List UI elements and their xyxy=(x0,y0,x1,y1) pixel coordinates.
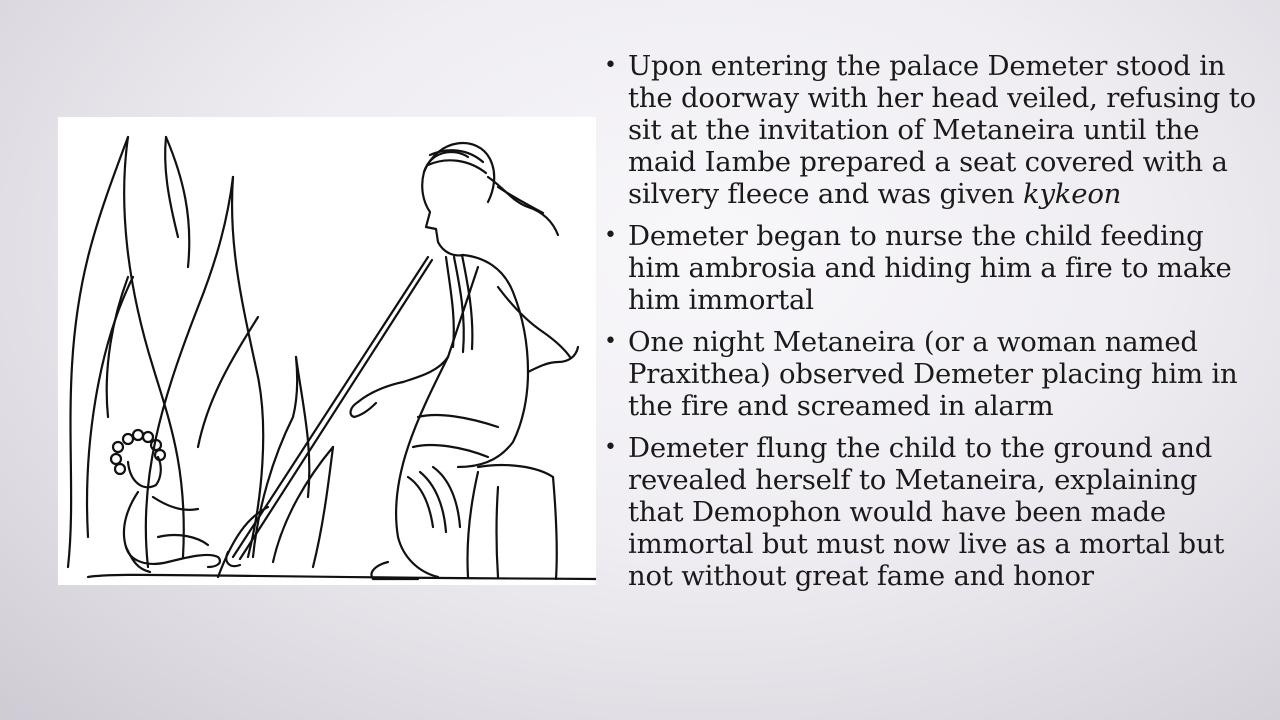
bullet-item xyxy=(598,50,1258,210)
bullet-text: Demeter flung the child to the ground and revealed herself to Metaneira, explaining that Demophon would have been made immortal but must now live as a mortal but not without great fame and honor xyxy=(628,432,1225,592)
bullet-item xyxy=(598,326,1258,422)
bullet-text: Demeter began to nurse the child feeding him ambrosia and hiding him a fire to make him immortal xyxy=(628,220,1232,316)
bullet-dot: • xyxy=(604,53,617,78)
bullet-item xyxy=(598,432,1258,592)
bullet-dot: • xyxy=(604,435,617,460)
bullet-text: One night Metaneira (or a woman named Praxithea) observed Demeter placing him in the fire and screamed in alarm xyxy=(628,326,1238,422)
rod-icon xyxy=(226,257,432,566)
bullet-dot: • xyxy=(604,329,617,354)
demeter-illustration xyxy=(58,117,596,585)
bullet-item xyxy=(598,220,1258,316)
bullet-dot: • xyxy=(604,223,617,248)
bullet-list xyxy=(598,50,1258,602)
bullet-text: Upon entering the palace Demeter stood in the doorway with her head veiled, refusing to sit at the invitation of Metaneira until the maid Iambe prepared a seat covered with a silvery fleece and was given xyxy=(628,50,1256,210)
child-icon xyxy=(111,430,220,572)
flames-icon xyxy=(68,137,596,579)
demeter-figure-icon xyxy=(351,143,578,579)
bullet-emphasis: kykeon xyxy=(1022,178,1122,210)
